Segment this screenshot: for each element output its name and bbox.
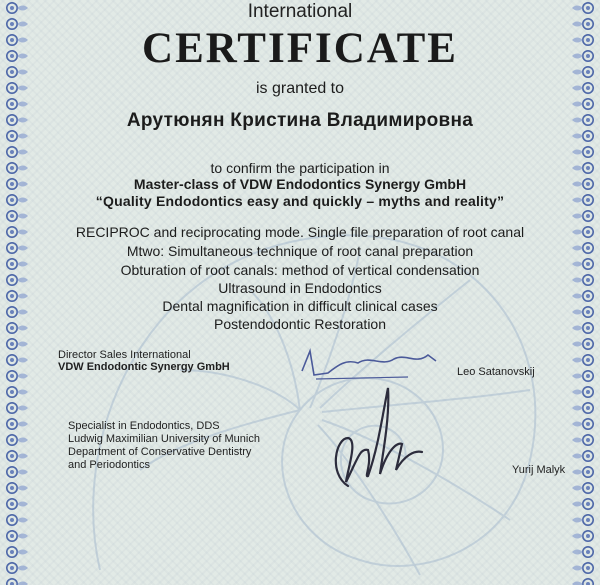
signatory-2-line: Specialist in Endodontics, DDS (68, 420, 220, 432)
granted-text: is granted to (255, 80, 345, 97)
event-name: Master-class of VDW Endodontics Synergy GmbH (133, 176, 467, 192)
confirm-text: to confirm the participation in (210, 160, 390, 176)
topic-item: Obturation of root canals: method of vertical condensation (120, 262, 480, 278)
topic-item: Postendodontic Restoration (214, 316, 386, 332)
signatory-1-name: Leo Satanovskij (457, 366, 535, 378)
signatory-2-name: Yurij Malyk (512, 464, 566, 476)
signatory-2-line: and Periodontics (68, 459, 150, 471)
header-international: International (247, 1, 353, 22)
topic-item: Mtwo: Simultaneous technique of root canal preparation (126, 243, 474, 259)
recipient-name: Арутюнян Кристина Владимировна (126, 110, 474, 131)
topic-item: RECIPROC and reciprocating mode. Single file preparation of root canal (75, 224, 525, 240)
signature-leo-satanovskij (298, 341, 448, 383)
signature-yurij-malyk (318, 378, 428, 498)
signatory-1-company: VDW Endodontic Synergy GmbH (58, 361, 230, 373)
event-subtitle: “Quality Endodontics easy and quickly – myths and reality” (95, 193, 505, 209)
signatory-1-position: Director Sales International (58, 349, 191, 361)
signatory-2-line: Department of Conservative Dentistry (68, 446, 252, 458)
topic-item: Ultrasound in Endodontics (218, 280, 382, 296)
topic-item: Dental magnification in difficult clinical cases (162, 298, 438, 314)
certificate-title: CERTIFICATE (142, 25, 458, 72)
signatory-2-line: Ludwig Maximilian University of Munich (68, 433, 260, 445)
